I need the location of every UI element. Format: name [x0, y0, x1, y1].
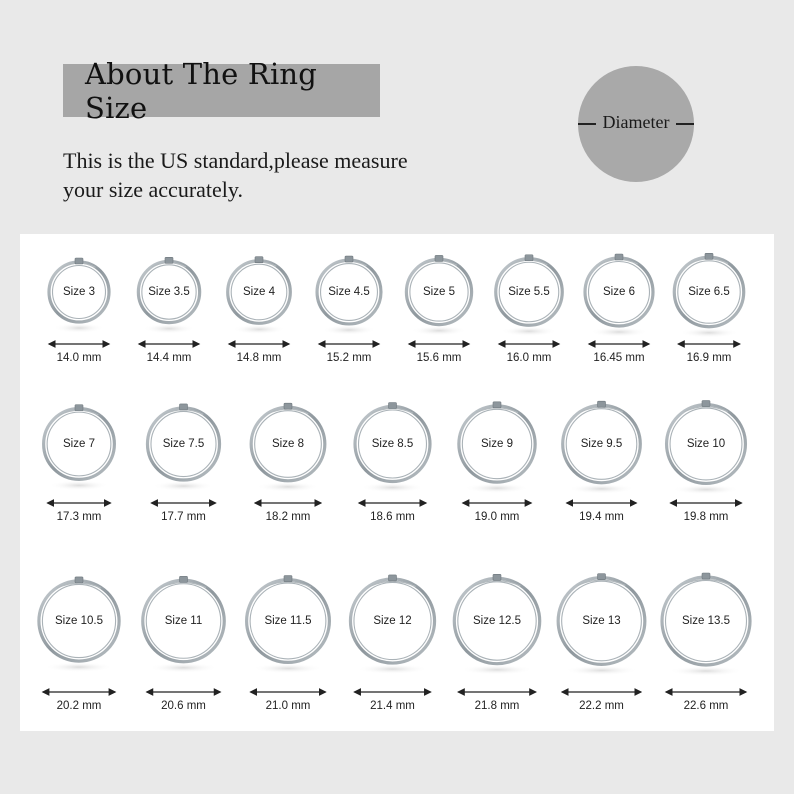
ring-size-label: Size 6.5: [688, 286, 730, 298]
ring-shadow: [253, 663, 323, 673]
ring-stone: [165, 257, 173, 263]
ring-diameter-label: 16.45 mm: [593, 352, 645, 364]
ring-stone: [435, 255, 443, 261]
diameter-icon: [578, 66, 694, 182]
ring-stone: [615, 254, 623, 260]
ring-diameter-label: 17.7 mm: [161, 511, 206, 523]
ring-size-label: Size 11: [164, 615, 203, 627]
ring-size-label: Size 5.5: [508, 286, 550, 298]
ring-diameter-label: 17.3 mm: [56, 511, 102, 523]
ring-shadow: [45, 662, 113, 672]
ring-stone: [705, 253, 713, 259]
ring-shadow: [565, 665, 639, 675]
ring-stone: [702, 401, 710, 407]
ring-size-label: Size 8: [272, 438, 304, 450]
ring-stone: [493, 574, 501, 580]
ring-shadow: [232, 324, 285, 334]
ring-stone: [598, 574, 606, 580]
ring-shadow: [569, 484, 635, 494]
ring-diameter-label: 14.8 mm: [236, 352, 282, 364]
ring-diameter-label: 21.0 mm: [265, 700, 311, 712]
ring-shadow: [411, 326, 466, 336]
ring-chart: [20, 234, 774, 731]
ring-size-label: Size 13.5: [682, 615, 730, 627]
ring-stone: [75, 405, 83, 411]
ring-size-label: Size 6: [603, 286, 635, 298]
ring-shadow: [361, 482, 425, 492]
ring-size-label: Size 12.5: [473, 615, 521, 627]
title-box: [63, 56, 380, 125]
ring-size-label: Size 10: [686, 438, 726, 450]
ring-size-label: Size 4.5: [328, 286, 370, 298]
diameter-label: Diameter: [602, 112, 670, 132]
ring-diameter-label: 15.2 mm: [326, 352, 372, 364]
ring-size-label: Size 7.5: [162, 438, 205, 450]
ring-size-panel: [20, 234, 774, 731]
ring-size-label: Size 7: [63, 438, 95, 450]
ring-diameter-label: 18.6 mm: [370, 511, 415, 523]
subtitle: [63, 146, 483, 204]
ring-stone: [345, 256, 353, 262]
ring-shadow: [257, 482, 320, 492]
ring-diameter-label: 19.8 mm: [683, 511, 729, 523]
subtitle-line-2: your size accurately.: [63, 177, 243, 202]
ring-stone: [389, 575, 397, 581]
ring-shadow: [357, 664, 428, 674]
ring-shadow: [669, 666, 744, 676]
ring-diameter-label: 20.2 mm: [56, 700, 102, 712]
ring-shadow: [143, 324, 195, 334]
ring-stone: [75, 577, 83, 583]
ring-shadow: [149, 663, 218, 673]
ring-size-label: Size 12: [373, 615, 412, 627]
ring-shadow: [672, 484, 739, 494]
ring-shadow: [461, 665, 534, 675]
ring-diameter-label: 14.4 mm: [146, 352, 192, 364]
ring-shadow: [465, 483, 530, 493]
ring-diameter-label: 20.6 mm: [161, 700, 206, 712]
ring-size-label: Size 11.5: [264, 615, 312, 627]
ring-size-label: Size 10.5: [55, 615, 103, 627]
ring-diameter-label: 22.2 mm: [579, 700, 624, 712]
ring-diameter-label: 22.6 mm: [683, 700, 729, 712]
ring-stone: [493, 402, 501, 408]
ring-size-label: Size 3: [63, 286, 95, 298]
ring-stone: [284, 576, 292, 582]
ring-diameter-label: 16.9 mm: [686, 352, 732, 364]
ring-stone: [284, 403, 292, 409]
ring-stone: [702, 573, 710, 579]
ring-shadow: [54, 323, 105, 333]
ring-shadow: [590, 327, 648, 337]
ring-shadow: [49, 480, 109, 490]
ring-diameter-label: 15.6 mm: [416, 352, 462, 364]
ring-shadow: [501, 326, 558, 336]
ring-size-label: Size 13: [582, 615, 621, 627]
ring-diameter-label: 19.0 mm: [474, 511, 520, 523]
ring-shadow: [322, 325, 376, 335]
ring-stone: [525, 255, 533, 261]
ring-diameter-label: 14.0 mm: [56, 352, 102, 364]
ring-shadow: [679, 328, 738, 338]
ring-size-label: Size 9: [481, 438, 513, 450]
ring-size-label: Size 9.5: [580, 438, 623, 450]
ring-stone: [180, 404, 188, 410]
ring-diameter-label: 21.4 mm: [370, 700, 415, 712]
ring-size-label: Size 5: [423, 286, 455, 298]
ring-stone: [389, 403, 397, 409]
ring-diameter-label: 18.2 mm: [265, 511, 311, 523]
page-title: About The Ring Size: [85, 56, 318, 125]
ring-diameter-label: 21.8 mm: [474, 700, 520, 712]
ring-stone: [180, 576, 188, 582]
ring-size-label: Size 3.5: [148, 286, 190, 298]
ring-stone: [598, 401, 606, 407]
ring-size-label: Size 4: [243, 286, 275, 298]
subtitle-line-1: This is the US standard,please measure: [63, 148, 408, 173]
ring-stone: [75, 258, 83, 264]
ring-diameter-label: 16.0 mm: [506, 352, 552, 364]
ring-shadow: [153, 481, 214, 491]
ring-size-label: Size 8.5: [371, 438, 414, 450]
ring-diameter-label: 19.4 mm: [579, 511, 624, 523]
ring-stone: [255, 257, 263, 263]
